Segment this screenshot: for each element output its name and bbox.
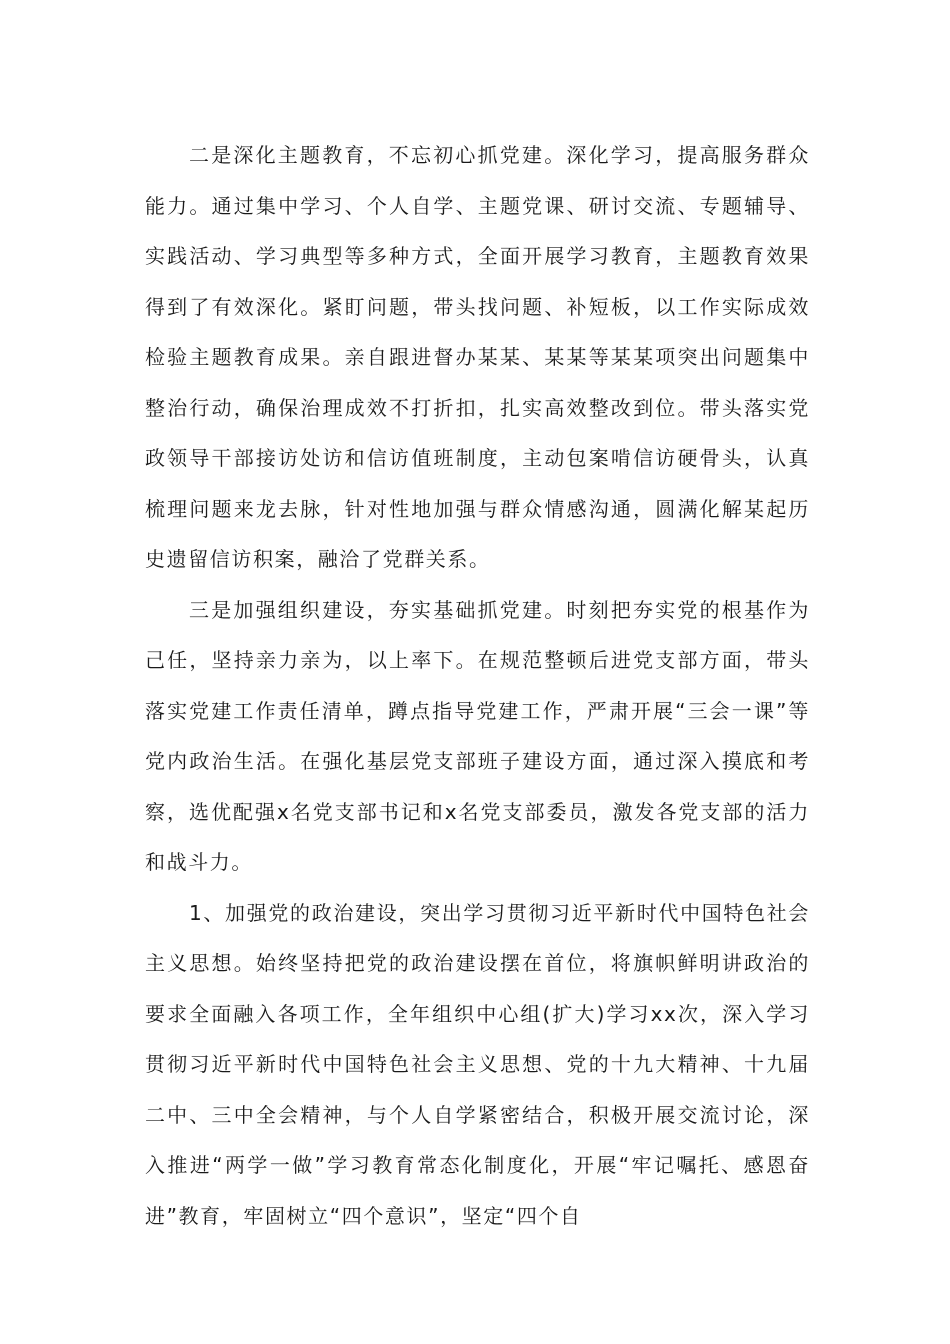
document-body [145, 130, 810, 1241]
paragraph-political-building: 1、加强党的政治建设，突出学习贯彻习近平新时代中国特色社会主义思想。始终坚持把党的政治建设摆在首位，将旗帜鲜明讲政治的要求全面融入各项工作，全年组织中心组(扩大)学习xx次，深入学习贯彻习近平新时代中国特色社会主义思想、党的十九大精神、十九届二中、三中全会精神，与个人自学紧密结合，积极开展交流讨论，深入推进“两学一做”学习教育常态化制度化，开展“牢记嘱托、感恩奋进”教育，牢固树立“四个意识”，坚定“四个自 [145, 900, 810, 1228]
paragraph-organization-building: 三是加强组织建设，夯实基础抓党建。时刻把夯实党的根基作为己任，坚持亲力亲为，以上率下。在规范整顿后进党支部方面，带头落实党建工作责任清单，蹲点指导党建工作，严肃开展“三会一课”等党内政治生活。在强化基层党支部班子建设方面，通过深入摸底和考察，选优配强x名党支部书记和x名党支部委员，激发各党支部的活力和战斗力。 [145, 597, 810, 874]
paragraph-theme-education: 二是深化主题教育，不忘初心抓党建。深化学习，提高服务群众能力。通过集中学习、个人自学、主题党课、研讨交流、专题辅导、实践活动、学习典型等多种方式，全面开展学习教育，主题教育效果得到了有效深化。紧盯问题，带头找问题、补短板，以工作实际成效检验主题教育成果。亲自跟进督办某某、某某等某某项突出问题集中整治行动，确保治理成效不打折扣，扎实高效整改到位。带头落实党政领导干部接访处访和信访值班制度，主动包案啃信访硬骨头，认真梳理问题来龙去脉，针对性地加强与群众情感沟通，圆满化解某起历史遗留信访积案，融洽了党群关系。 [145, 143, 810, 571]
